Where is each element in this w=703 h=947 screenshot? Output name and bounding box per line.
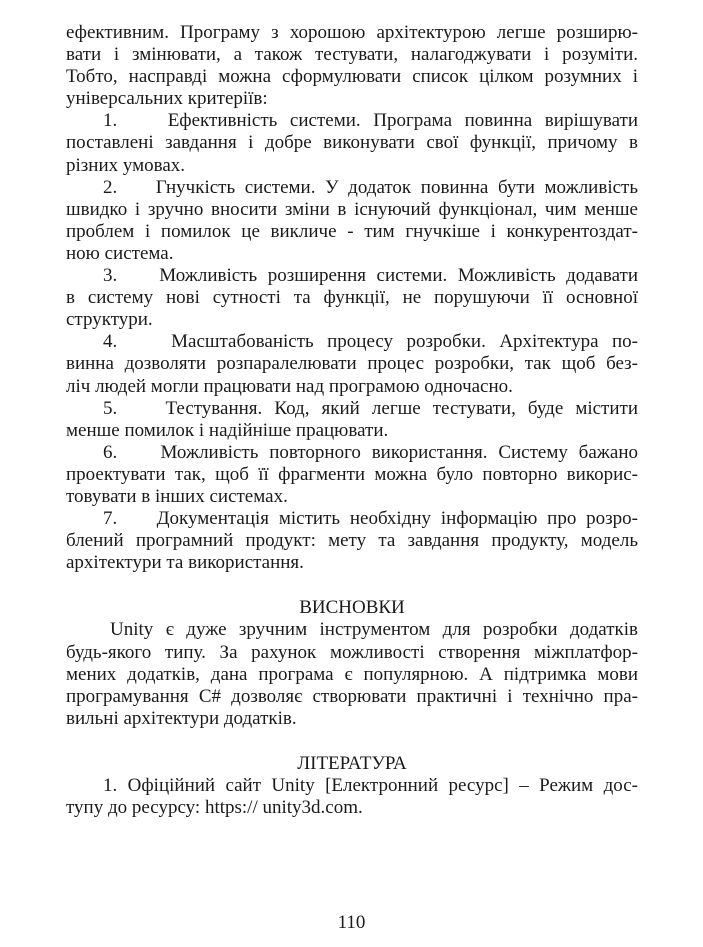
text-line: різних умовах. [66, 154, 186, 176]
text-line: поставлені завдання і добре виконувати свої функції, причому в [66, 132, 638, 154]
text-line: блений програмний продукт: мету та завдання продукту, модель [66, 530, 638, 552]
document-body [66, 22, 638, 819]
text-line: ною система. [66, 242, 174, 264]
text-line: ефективним. Програму з хорошою архітектурою легше розширю- [66, 22, 638, 43]
section-heading: ВИСНОВКИ [299, 597, 405, 619]
text-line: Тобто, насправді можна сформулювати список цілком розумних і [66, 66, 638, 88]
text-line: товувати в інших системах. [66, 485, 288, 507]
text-line: проблем і помилок це викличе - тим гнучкіше і конкурентоздат- [66, 220, 638, 242]
text-line: програмування C# дозволяє створювати практичні і технічно пра- [66, 685, 638, 707]
text-line: 1. Офіційний сайт Unity [Електронний ресурс] – Режим дос- [103, 775, 638, 796]
text-line: тупу до ресурсу: https:// unity3d.com. [66, 797, 363, 819]
text-line: 4. Масштабованість процесу розробки. Архітектура по- [103, 331, 638, 353]
text-line: 3. Можливість розширення системи. Можливість додавати [103, 265, 638, 287]
page-number: 110 [337, 912, 366, 933]
text-line: універсальних критеріїв: [66, 88, 268, 110]
text-line: вильні архітектури додатків. [66, 707, 297, 729]
text-line: швидко і зручно вносити зміни в існуючий функціонал, чим менше [66, 198, 638, 220]
text-line: архітектури та використання. [66, 552, 304, 574]
text-line: структури. [66, 309, 153, 331]
text-line: ліч людей могли працювати над програмою одночасно. [66, 375, 513, 397]
text-line: 5. Тестування. Код, який легше тестувати, буде містити [103, 397, 638, 419]
text-line: проектувати так, щоб її фрагменти можна було повторно викорис- [66, 463, 638, 485]
text-line: 7. Документація містить необхідну інформацію про розро- [103, 508, 638, 530]
text-line: винна дозволяти розпаралелювати процес розробки, так щоб без- [66, 353, 638, 375]
text-line: 1. Ефективність системи. Програма повинна вирішувати [103, 110, 638, 132]
text-line: 2. Гнучкість системи. У додаток повинна бути можливість [103, 176, 638, 198]
text-line: 6. Можливість повторного використання. Систему бажано [103, 441, 638, 463]
section-heading: ЛІТЕРАТУРА [297, 752, 407, 774]
text-line: вати і змінювати, а також тестувати, налагоджувати і розуміти. [66, 44, 638, 66]
text-line: будь-якого типу. За рахунок можливості створення міжплатфор- [66, 641, 638, 663]
text-line: в систему нові сутності та функції, не порушуючи її основної [66, 287, 638, 309]
text-line: мених додатків, дана програма є популярною. А підтримка мови [66, 663, 638, 685]
text-line: Unity є дуже зручним інструментом для розробки додатків [110, 619, 638, 641]
text-line: менше помилок і надійніше працювати. [66, 419, 389, 441]
